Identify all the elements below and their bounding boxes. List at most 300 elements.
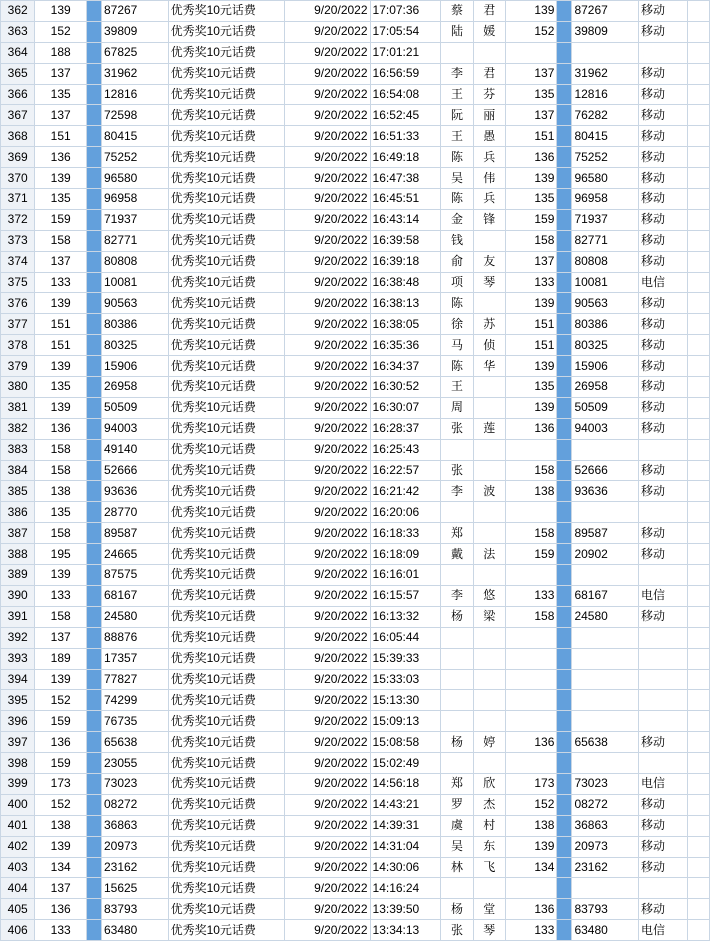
prefix-cell-2[interactable]: 158 [505,460,557,481]
given-name-cell[interactable]: 村 [473,815,505,836]
code-cell[interactable]: 52666 [101,460,168,481]
carrier-cell[interactable]: 电信 [639,272,688,293]
prefix-cell[interactable]: 139 [35,565,87,586]
prize-cell[interactable]: 优秀奖10元话费 [168,815,284,836]
prize-cell[interactable]: 优秀奖10元话费 [168,606,284,627]
selected-column-cell-left[interactable] [86,230,101,251]
carrier-cell[interactable]: 移动 [639,857,688,878]
surname-cell[interactable] [441,42,473,63]
prefix-cell-2[interactable]: 139 [505,168,557,189]
table-row[interactable] [1,356,710,377]
selected-column-cell-left[interactable] [86,189,101,210]
prefix-cell[interactable]: 152 [35,690,87,711]
time-cell[interactable]: 16:16:01 [370,565,441,586]
prize-cell[interactable]: 优秀奖10元话费 [168,585,284,606]
carrier-cell[interactable] [639,627,688,648]
surname-cell[interactable] [441,565,473,586]
prefix-cell-2[interactable]: 136 [505,418,557,439]
row-header-cell[interactable]: 394 [1,669,35,690]
code-cell-2[interactable]: 73023 [572,773,639,794]
code-cell-2[interactable]: 12816 [572,84,639,105]
selected-column-cell-left[interactable] [86,481,101,502]
prize-cell[interactable]: 优秀奖10元话费 [168,251,284,272]
selected-column-cell-left[interactable] [86,523,101,544]
carrier-cell[interactable]: 移动 [639,63,688,84]
table-row[interactable] [1,418,710,439]
code-cell-2[interactable]: 96580 [572,168,639,189]
code-cell-2[interactable]: 36863 [572,815,639,836]
selected-column-cell-left[interactable] [86,773,101,794]
surname-cell[interactable]: 李 [441,481,473,502]
time-cell[interactable]: 16:28:37 [370,418,441,439]
carrier-cell[interactable]: 移动 [639,418,688,439]
selected-column-cell-right[interactable] [557,753,572,774]
code-cell-2[interactable]: 68167 [572,585,639,606]
given-name-cell[interactable]: 莲 [473,418,505,439]
prize-cell[interactable]: 优秀奖10元话费 [168,732,284,753]
row-header-cell[interactable]: 371 [1,189,35,210]
prize-cell[interactable]: 优秀奖10元话费 [168,105,284,126]
code-cell-2[interactable]: 24580 [572,606,639,627]
row-header-cell[interactable]: 397 [1,732,35,753]
date-cell[interactable]: 9/20/2022 [284,189,370,210]
selected-column-cell-right[interactable] [557,147,572,168]
carrier-cell[interactable]: 移动 [639,21,688,42]
time-cell[interactable]: 16:43:14 [370,209,441,230]
time-cell[interactable]: 16:21:42 [370,481,441,502]
date-cell[interactable]: 9/20/2022 [284,585,370,606]
surname-cell[interactable]: 蔡 [441,1,473,22]
code-cell-2[interactable]: 76282 [572,105,639,126]
row-header-cell[interactable]: 400 [1,794,35,815]
prize-cell[interactable]: 优秀奖10元话费 [168,126,284,147]
date-cell[interactable]: 9/20/2022 [284,209,370,230]
date-cell[interactable]: 9/20/2022 [284,836,370,857]
carrier-cell[interactable]: 电信 [639,773,688,794]
code-cell[interactable]: 49140 [101,439,168,460]
date-cell[interactable]: 9/20/2022 [284,878,370,899]
surname-cell[interactable]: 俞 [441,251,473,272]
row-header-cell[interactable]: 387 [1,523,35,544]
prefix-cell[interactable]: 152 [35,794,87,815]
prefix-cell[interactable]: 135 [35,502,87,523]
selected-column-cell-right[interactable] [557,502,572,523]
code-cell[interactable]: 10081 [101,272,168,293]
row-header-cell[interactable]: 389 [1,565,35,586]
selected-column-cell-right[interactable] [557,84,572,105]
code-cell[interactable]: 71937 [101,209,168,230]
carrier-cell[interactable] [639,753,688,774]
surname-cell[interactable]: 罗 [441,794,473,815]
code-cell[interactable]: 96580 [101,168,168,189]
carrier-cell[interactable] [639,878,688,899]
table-row[interactable] [1,84,710,105]
surname-cell[interactable] [441,690,473,711]
prefix-cell[interactable]: 133 [35,585,87,606]
selected-column-cell-right[interactable] [557,209,572,230]
date-cell[interactable]: 9/20/2022 [284,481,370,502]
code-cell-2[interactable]: 87267 [572,1,639,22]
date-cell[interactable]: 9/20/2022 [284,753,370,774]
prefix-cell-2[interactable] [505,565,557,586]
prize-cell[interactable]: 优秀奖10元话费 [168,397,284,418]
prefix-cell-2[interactable] [505,439,557,460]
prefix-cell-2[interactable] [505,669,557,690]
selected-column-cell-right[interactable] [557,126,572,147]
code-cell-2[interactable]: 15906 [572,356,639,377]
prefix-cell[interactable]: 158 [35,523,87,544]
time-cell[interactable]: 14:43:21 [370,794,441,815]
row-header-cell[interactable]: 405 [1,899,35,920]
row-header-cell[interactable]: 380 [1,377,35,398]
row-header-cell[interactable]: 363 [1,21,35,42]
carrier-cell[interactable]: 移动 [639,794,688,815]
prize-cell[interactable]: 优秀奖10元话费 [168,544,284,565]
code-cell-2[interactable]: 23162 [572,857,639,878]
code-cell-2[interactable] [572,690,639,711]
table-row[interactable] [1,669,710,690]
surname-cell[interactable]: 林 [441,857,473,878]
row-header-cell[interactable]: 364 [1,42,35,63]
carrier-cell[interactable]: 电信 [639,920,688,941]
table-row[interactable] [1,732,710,753]
table-row[interactable] [1,168,710,189]
table-row[interactable] [1,899,710,920]
row-header-cell[interactable]: 362 [1,1,35,22]
selected-column-cell-right[interactable] [557,460,572,481]
code-cell[interactable]: 90563 [101,293,168,314]
prefix-cell[interactable]: 138 [35,815,87,836]
date-cell[interactable]: 9/20/2022 [284,794,370,815]
row-header-cell[interactable]: 379 [1,356,35,377]
surname-cell[interactable]: 王 [441,377,473,398]
prize-cell[interactable]: 优秀奖10元话费 [168,84,284,105]
given-name-cell[interactable]: 君 [473,63,505,84]
selected-column-cell-right[interactable] [557,314,572,335]
selected-column-cell-left[interactable] [86,209,101,230]
carrier-cell[interactable]: 移动 [639,606,688,627]
prize-cell[interactable]: 优秀奖10元话费 [168,293,284,314]
prize-cell[interactable]: 优秀奖10元话费 [168,189,284,210]
time-cell[interactable]: 16:18:33 [370,523,441,544]
selected-column-cell-left[interactable] [86,335,101,356]
code-cell[interactable]: 87267 [101,1,168,22]
code-cell[interactable]: 65638 [101,732,168,753]
prize-cell[interactable]: 优秀奖10元话费 [168,648,284,669]
selected-column-cell-right[interactable] [557,711,572,732]
selected-column-cell-left[interactable] [86,439,101,460]
prefix-cell[interactable]: 137 [35,105,87,126]
date-cell[interactable]: 9/20/2022 [284,523,370,544]
code-cell[interactable]: 63480 [101,920,168,941]
prize-cell[interactable]: 优秀奖10元话费 [168,565,284,586]
carrier-cell[interactable]: 移动 [639,293,688,314]
prefix-cell[interactable]: 188 [35,42,87,63]
surname-cell[interactable]: 李 [441,585,473,606]
selected-column-cell-left[interactable] [86,544,101,565]
code-cell-2[interactable]: 75252 [572,147,639,168]
given-name-cell[interactable]: 兵 [473,147,505,168]
code-cell-2[interactable] [572,711,639,732]
prefix-cell[interactable]: 195 [35,544,87,565]
table-row[interactable] [1,648,710,669]
given-name-cell[interactable] [473,878,505,899]
carrier-cell[interactable] [639,711,688,732]
given-name-cell[interactable]: 飞 [473,857,505,878]
code-cell[interactable]: 72598 [101,105,168,126]
code-cell[interactable]: 80386 [101,314,168,335]
selected-column-cell-right[interactable] [557,189,572,210]
date-cell[interactable]: 9/20/2022 [284,815,370,836]
selected-column-cell-right[interactable] [557,1,572,22]
given-name-cell[interactable]: 侦 [473,335,505,356]
prefix-cell[interactable]: 137 [35,63,87,84]
date-cell[interactable]: 9/20/2022 [284,711,370,732]
prefix-cell[interactable]: 159 [35,711,87,732]
selected-column-cell-right[interactable] [557,230,572,251]
date-cell[interactable]: 9/20/2022 [284,293,370,314]
surname-cell[interactable] [441,753,473,774]
table-row[interactable] [1,878,710,899]
given-name-cell[interactable] [473,502,505,523]
date-cell[interactable]: 9/20/2022 [284,314,370,335]
carrier-cell[interactable]: 移动 [639,147,688,168]
carrier-cell[interactable]: 移动 [639,189,688,210]
time-cell[interactable]: 16:51:33 [370,126,441,147]
surname-cell[interactable]: 张 [441,460,473,481]
prefix-cell-2[interactable]: 138 [505,481,557,502]
prefix-cell-2[interactable]: 139 [505,293,557,314]
table-row[interactable] [1,773,710,794]
selected-column-cell-right[interactable] [557,836,572,857]
prize-cell[interactable]: 优秀奖10元话费 [168,272,284,293]
carrier-cell[interactable]: 移动 [639,1,688,22]
surname-cell[interactable]: 杨 [441,899,473,920]
time-cell[interactable]: 17:05:54 [370,21,441,42]
prize-cell[interactable]: 优秀奖10元话费 [168,314,284,335]
prefix-cell[interactable]: 138 [35,481,87,502]
date-cell[interactable]: 9/20/2022 [284,565,370,586]
given-name-cell[interactable]: 琴 [473,920,505,941]
code-cell-2[interactable]: 83793 [572,899,639,920]
prefix-cell-2[interactable]: 159 [505,209,557,230]
carrier-cell[interactable]: 移动 [639,377,688,398]
given-name-cell[interactable]: 欣 [473,773,505,794]
table-row[interactable] [1,335,710,356]
selected-column-cell-left[interactable] [86,565,101,586]
row-header-cell[interactable]: 404 [1,878,35,899]
carrier-cell[interactable]: 移动 [639,836,688,857]
prefix-cell[interactable]: 159 [35,209,87,230]
date-cell[interactable]: 9/20/2022 [284,690,370,711]
surname-cell[interactable]: 项 [441,272,473,293]
table-row[interactable] [1,836,710,857]
prize-cell[interactable]: 优秀奖10元话费 [168,418,284,439]
selected-column-cell-right[interactable] [557,335,572,356]
time-cell[interactable]: 16:13:32 [370,606,441,627]
row-header-cell[interactable]: 370 [1,168,35,189]
time-cell[interactable]: 14:16:24 [370,878,441,899]
prefix-cell-2[interactable]: 152 [505,21,557,42]
selected-column-cell-left[interactable] [86,105,101,126]
prize-cell[interactable]: 优秀奖10元话费 [168,753,284,774]
given-name-cell[interactable] [473,397,505,418]
table-row[interactable] [1,209,710,230]
selected-column-cell-left[interactable] [86,732,101,753]
prefix-cell-2[interactable]: 137 [505,63,557,84]
carrier-cell[interactable]: 移动 [639,732,688,753]
time-cell[interactable]: 16:30:52 [370,377,441,398]
table-row[interactable] [1,314,710,335]
selected-column-cell-right[interactable] [557,773,572,794]
surname-cell[interactable]: 陆 [441,21,473,42]
selected-column-cell-right[interactable] [557,732,572,753]
carrier-cell[interactable]: 移动 [639,314,688,335]
given-name-cell[interactable]: 堂 [473,899,505,920]
carrier-cell[interactable] [639,648,688,669]
prefix-cell[interactable]: 133 [35,920,87,941]
code-cell[interactable]: 82771 [101,230,168,251]
surname-cell[interactable]: 陈 [441,356,473,377]
time-cell[interactable]: 15:13:30 [370,690,441,711]
given-name-cell[interactable] [473,669,505,690]
prefix-cell-2[interactable]: 136 [505,732,557,753]
code-cell[interactable]: 28770 [101,502,168,523]
row-header-cell[interactable]: 365 [1,63,35,84]
code-cell[interactable]: 80325 [101,335,168,356]
prefix-cell[interactable]: 158 [35,439,87,460]
selected-column-cell-left[interactable] [86,753,101,774]
prefix-cell[interactable]: 151 [35,314,87,335]
date-cell[interactable]: 9/20/2022 [284,377,370,398]
given-name-cell[interactable]: 婷 [473,732,505,753]
date-cell[interactable]: 9/20/2022 [284,168,370,189]
given-name-cell[interactable]: 芬 [473,84,505,105]
carrier-cell[interactable]: 移动 [639,126,688,147]
code-cell-2[interactable]: 20902 [572,544,639,565]
table-row[interactable] [1,189,710,210]
selected-column-cell-left[interactable] [86,669,101,690]
carrier-cell[interactable]: 移动 [639,230,688,251]
code-cell-2[interactable] [572,669,639,690]
selected-column-cell-left[interactable] [86,272,101,293]
code-cell-2[interactable]: 82771 [572,230,639,251]
table-row[interactable] [1,42,710,63]
carrier-cell[interactable] [639,502,688,523]
code-cell-2[interactable]: 80808 [572,251,639,272]
row-header-cell[interactable]: 390 [1,585,35,606]
selected-column-cell-left[interactable] [86,84,101,105]
prefix-cell-2[interactable]: 136 [505,899,557,920]
selected-column-cell-right[interactable] [557,418,572,439]
surname-cell[interactable]: 阮 [441,105,473,126]
date-cell[interactable]: 9/20/2022 [284,502,370,523]
table-row[interactable] [1,753,710,774]
given-name-cell[interactable]: 华 [473,356,505,377]
table-row[interactable] [1,857,710,878]
prefix-cell-2[interactable]: 135 [505,84,557,105]
selected-column-cell-right[interactable] [557,377,572,398]
surname-cell[interactable]: 陈 [441,293,473,314]
prefix-cell-2[interactable] [505,753,557,774]
surname-cell[interactable]: 张 [441,418,473,439]
given-name-cell[interactable] [473,523,505,544]
date-cell[interactable]: 9/20/2022 [284,857,370,878]
selected-column-cell-left[interactable] [86,147,101,168]
row-header-cell[interactable]: 398 [1,753,35,774]
selected-column-cell-left[interactable] [86,815,101,836]
selected-column-cell-right[interactable] [557,815,572,836]
selected-column-cell-right[interactable] [557,168,572,189]
prefix-cell-2[interactable]: 137 [505,251,557,272]
row-header-cell[interactable]: 385 [1,481,35,502]
date-cell[interactable]: 9/20/2022 [284,606,370,627]
prefix-cell-2[interactable]: 135 [505,189,557,210]
carrier-cell[interactable]: 移动 [639,815,688,836]
code-cell[interactable]: 12816 [101,84,168,105]
row-header-cell[interactable]: 393 [1,648,35,669]
code-cell-2[interactable] [572,627,639,648]
code-cell-2[interactable]: 10081 [572,272,639,293]
selected-column-cell-right[interactable] [557,42,572,63]
table-row[interactable] [1,502,710,523]
time-cell[interactable]: 15:33:03 [370,669,441,690]
time-cell[interactable]: 16:52:45 [370,105,441,126]
table-row[interactable] [1,544,710,565]
code-cell-2[interactable] [572,439,639,460]
given-name-cell[interactable]: 梁 [473,606,505,627]
prefix-cell[interactable]: 136 [35,418,87,439]
date-cell[interactable]: 9/20/2022 [284,251,370,272]
prize-cell[interactable]: 优秀奖10元话费 [168,481,284,502]
given-name-cell[interactable] [473,230,505,251]
prefix-cell-2[interactable]: 151 [505,314,557,335]
surname-cell[interactable]: 李 [441,63,473,84]
time-cell[interactable]: 16:38:05 [370,314,441,335]
surname-cell[interactable]: 杨 [441,606,473,627]
row-header-cell[interactable]: 406 [1,920,35,941]
code-cell-2[interactable] [572,648,639,669]
code-cell[interactable]: 23055 [101,753,168,774]
carrier-cell[interactable]: 移动 [639,168,688,189]
table-row[interactable] [1,794,710,815]
given-name-cell[interactable]: 锋 [473,209,505,230]
surname-cell[interactable]: 郑 [441,773,473,794]
surname-cell[interactable]: 马 [441,335,473,356]
prefix-cell[interactable]: 139 [35,669,87,690]
given-name-cell[interactable]: 法 [473,544,505,565]
code-cell-2[interactable]: 80325 [572,335,639,356]
surname-cell[interactable] [441,669,473,690]
prefix-cell-2[interactable]: 151 [505,335,557,356]
table-row[interactable] [1,105,710,126]
selected-column-cell-right[interactable] [557,21,572,42]
prefix-cell[interactable]: 139 [35,168,87,189]
prefix-cell-2[interactable] [505,648,557,669]
table-row[interactable] [1,481,710,502]
time-cell[interactable]: 15:02:49 [370,753,441,774]
selected-column-cell-left[interactable] [86,21,101,42]
prefix-cell[interactable]: 151 [35,335,87,356]
prefix-cell-2[interactable] [505,878,557,899]
time-cell[interactable]: 14:39:31 [370,815,441,836]
prefix-cell[interactable]: 139 [35,1,87,22]
selected-column-cell-left[interactable] [86,606,101,627]
date-cell[interactable]: 9/20/2022 [284,1,370,22]
time-cell[interactable]: 14:30:06 [370,857,441,878]
code-cell[interactable]: 15906 [101,356,168,377]
row-header-cell[interactable]: 382 [1,418,35,439]
